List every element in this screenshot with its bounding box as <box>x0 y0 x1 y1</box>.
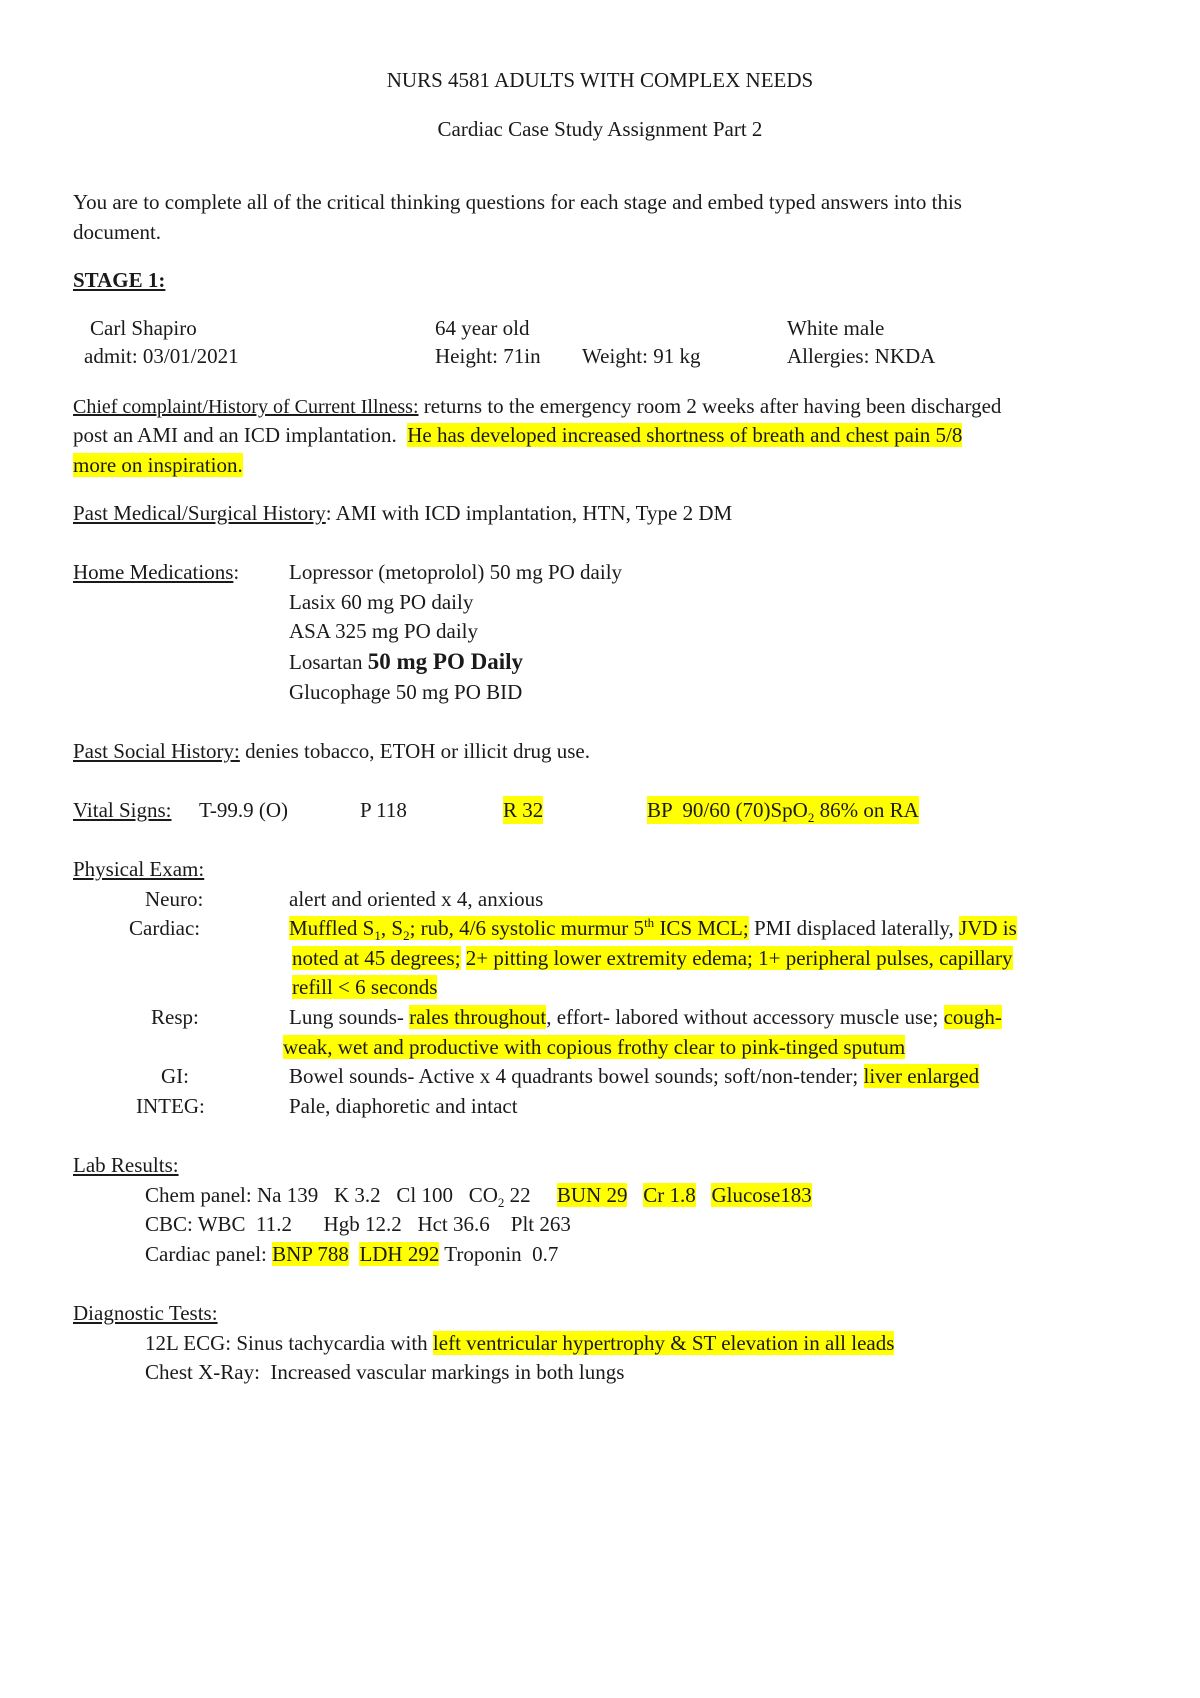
cardiac-highlight-3: noted at 45 degrees; <box>292 946 461 970</box>
resp-text-c: , effort- labored without accessory muscle use; <box>546 1005 944 1029</box>
home-med-3: ASA 325 mg PO daily <box>289 619 479 643</box>
home-med-4-dose: 50 mg PO Daily <box>367 649 523 674</box>
exam-neuro-label: Neuro: <box>145 887 204 911</box>
lab-ldh: LDH 292 <box>359 1242 440 1266</box>
chem-text-b: 22 <box>504 1183 557 1207</box>
social-history-line <box>73 737 590 765</box>
gi-text: Bowel sounds- Active x 4 quadrants bowel sounds; soft/non-tender; <box>289 1064 864 1088</box>
home-meds-colon: : <box>233 560 240 584</box>
labs-cardiac-panel <box>145 1240 558 1268</box>
social-history-label: Past Social History: <box>73 739 240 763</box>
cardiac-th-sup: th <box>644 915 655 930</box>
chief-complaint-text-1: returns to the emergency room 2 weeks after having been discharged <box>418 394 1002 418</box>
instructions-line-1: You are to complete all of the critical thinking questions for each stage and embed typed answers into this <box>73 190 962 214</box>
chief-complaint-highlight-2: more on inspiration. <box>73 453 243 477</box>
exam-cardiac-line-3 <box>292 973 437 1001</box>
vital-spo2-sub: 2 <box>807 810 815 826</box>
home-med-1: Lopressor (metoprolol) 50 mg PO daily <box>289 560 623 584</box>
chief-complaint-label: Chief complaint/History of Current Illness: <box>73 396 419 418</box>
resp-text-a: Lung sounds- <box>289 1005 410 1029</box>
stage-title: STAGE 1: <box>73 268 166 292</box>
instructions-line-2: document. <box>73 220 162 244</box>
home-meds-label: Home Medications <box>73 560 234 584</box>
vital-bp-spo2 <box>647 796 919 824</box>
ecg-highlight: left ventricular hypertrophy & ST elevation in all leads <box>432 1331 895 1355</box>
exam-resp-line-2 <box>283 1033 905 1061</box>
labs-cbc: CBC: WBC 11.2 Hgb 12.2 Hct 36.6 Plt 263 <box>145 1212 571 1236</box>
chem-co2-sub: 2 <box>497 1195 505 1211</box>
ecg-text: 12L ECG: Sinus tachycardia with <box>145 1331 433 1355</box>
lab-cr: Cr 1.8 <box>643 1183 696 1207</box>
labs-label: Lab Results: <box>73 1153 179 1177</box>
cardiac-highlight-5: refill < 6 seconds <box>292 975 438 999</box>
exam-resp-line-1 <box>289 1003 1002 1031</box>
chief-complaint-line-3 <box>73 451 243 479</box>
patient-height: Height: 71in <box>435 344 541 368</box>
vital-resp: R 32 <box>503 798 544 822</box>
vital-pulse: P 118 <box>360 798 407 822</box>
cardiac-space <box>461 946 466 970</box>
diagnostic-cxr: Chest X-Ray: Increased vascular markings in both lungs <box>145 1360 625 1384</box>
gi-highlight: liver enlarged <box>863 1064 980 1088</box>
social-history-text: denies tobacco, ETOH or illicit drug use. <box>239 739 590 763</box>
home-med-4 <box>289 648 523 676</box>
home-med-4-name: Losartan <box>289 650 368 674</box>
cardiac-highlight-1 <box>289 915 749 944</box>
cardiac-text-d: ICS MCL; <box>654 916 749 940</box>
cardiac-text-c: ; rub, 4/6 systolic murmur 5 <box>409 916 645 940</box>
pmh-label: Past Medical/Surgical History <box>73 501 326 525</box>
pmh-line <box>73 499 732 527</box>
exam-gi-label: GI: <box>161 1064 189 1088</box>
chief-complaint-highlight-1: He has developed increased shortness of breath and chest pain 5/8 <box>407 423 963 447</box>
patient-age: 64 year old <box>435 316 530 340</box>
course-title: NURS 4581 ADULTS WITH COMPLEX NEEDS <box>386 68 814 92</box>
cardiac-s2-sub: 2 <box>403 928 410 944</box>
exam-cardiac-label: Cardiac: <box>129 916 201 940</box>
exam-integ-label: INTEG: <box>136 1094 205 1118</box>
exam-neuro: alert and oriented x 4, anxious <box>289 887 544 911</box>
home-meds-heading <box>73 558 239 586</box>
home-med-5: Glucophage 50 mg PO BID <box>289 680 523 704</box>
labs-chem-panel <box>145 1181 812 1209</box>
cardiac-s1-sub: 1 <box>374 928 381 944</box>
resp-highlight-1: rales throughout <box>409 1005 547 1029</box>
cardiac-highlight-2: JVD is <box>959 916 1017 940</box>
patient-weight: Weight: 91 kg <box>582 344 701 368</box>
cardiac-panel-label: Cardiac panel: <box>145 1242 273 1266</box>
cardiac-highlight-4: 2+ pitting lower extremity edema; 1+ peripheral pulses, capillary <box>465 946 1013 970</box>
cardiac-text-a: Muffled S <box>289 916 375 940</box>
exam-cardiac-line-2 <box>292 944 1013 972</box>
resp-highlight-2: cough- <box>943 1005 1002 1029</box>
lab-bun: BUN 29 <box>556 1183 628 1207</box>
exam-integ: Pale, diaphoretic and intact <box>289 1094 518 1118</box>
exam-resp-label: Resp: <box>151 1005 199 1029</box>
resp-highlight-3: weak, wet and productive with copious frothy clear to pink-tinged sputum <box>283 1035 906 1059</box>
chem-text-a: Chem panel: Na 139 K 3.2 Cl 100 CO <box>145 1183 498 1207</box>
lab-bnp: BNP 788 <box>272 1242 349 1266</box>
chief-complaint-line-1 <box>73 392 1001 421</box>
chief-complaint-text-2: post an AMI and an ICD implantation. <box>73 423 408 447</box>
exam-cardiac-line-1 <box>289 914 1017 942</box>
assignment-title: Cardiac Case Study Assignment Part 2 <box>437 117 763 141</box>
lab-troponin: Troponin 0.7 <box>439 1242 559 1266</box>
patient-name: Carl Shapiro <box>90 316 197 340</box>
vital-temp: T-99.9 (O) <box>199 798 289 822</box>
home-med-2: Lasix 60 mg PO daily <box>289 590 474 614</box>
exam-gi <box>289 1062 979 1090</box>
pmh-text: : AMI with ICD implantation, HTN, Type 2 DM <box>325 501 733 525</box>
vitals-label: Vital Signs: <box>73 798 172 822</box>
cardiac-text-b: , S <box>380 916 404 940</box>
chief-complaint-line-2 <box>73 421 962 449</box>
lab-glucose: Glucose183 <box>711 1183 812 1207</box>
patient-demographics: White male <box>787 316 885 340</box>
diagnostics-label: Diagnostic Tests: <box>73 1301 218 1325</box>
patient-admit-date: admit: 03/01/2021 <box>84 344 239 368</box>
vital-bp: BP 90/60 (70)SpO <box>647 798 808 822</box>
vital-spo2: 86% on RA <box>814 798 919 822</box>
diagnostic-ecg <box>145 1329 894 1357</box>
cardiac-text-e: PMI displaced laterally, <box>748 916 960 940</box>
patient-allergies: Allergies: NKDA <box>787 344 936 368</box>
exam-label: Physical Exam: <box>73 857 205 881</box>
